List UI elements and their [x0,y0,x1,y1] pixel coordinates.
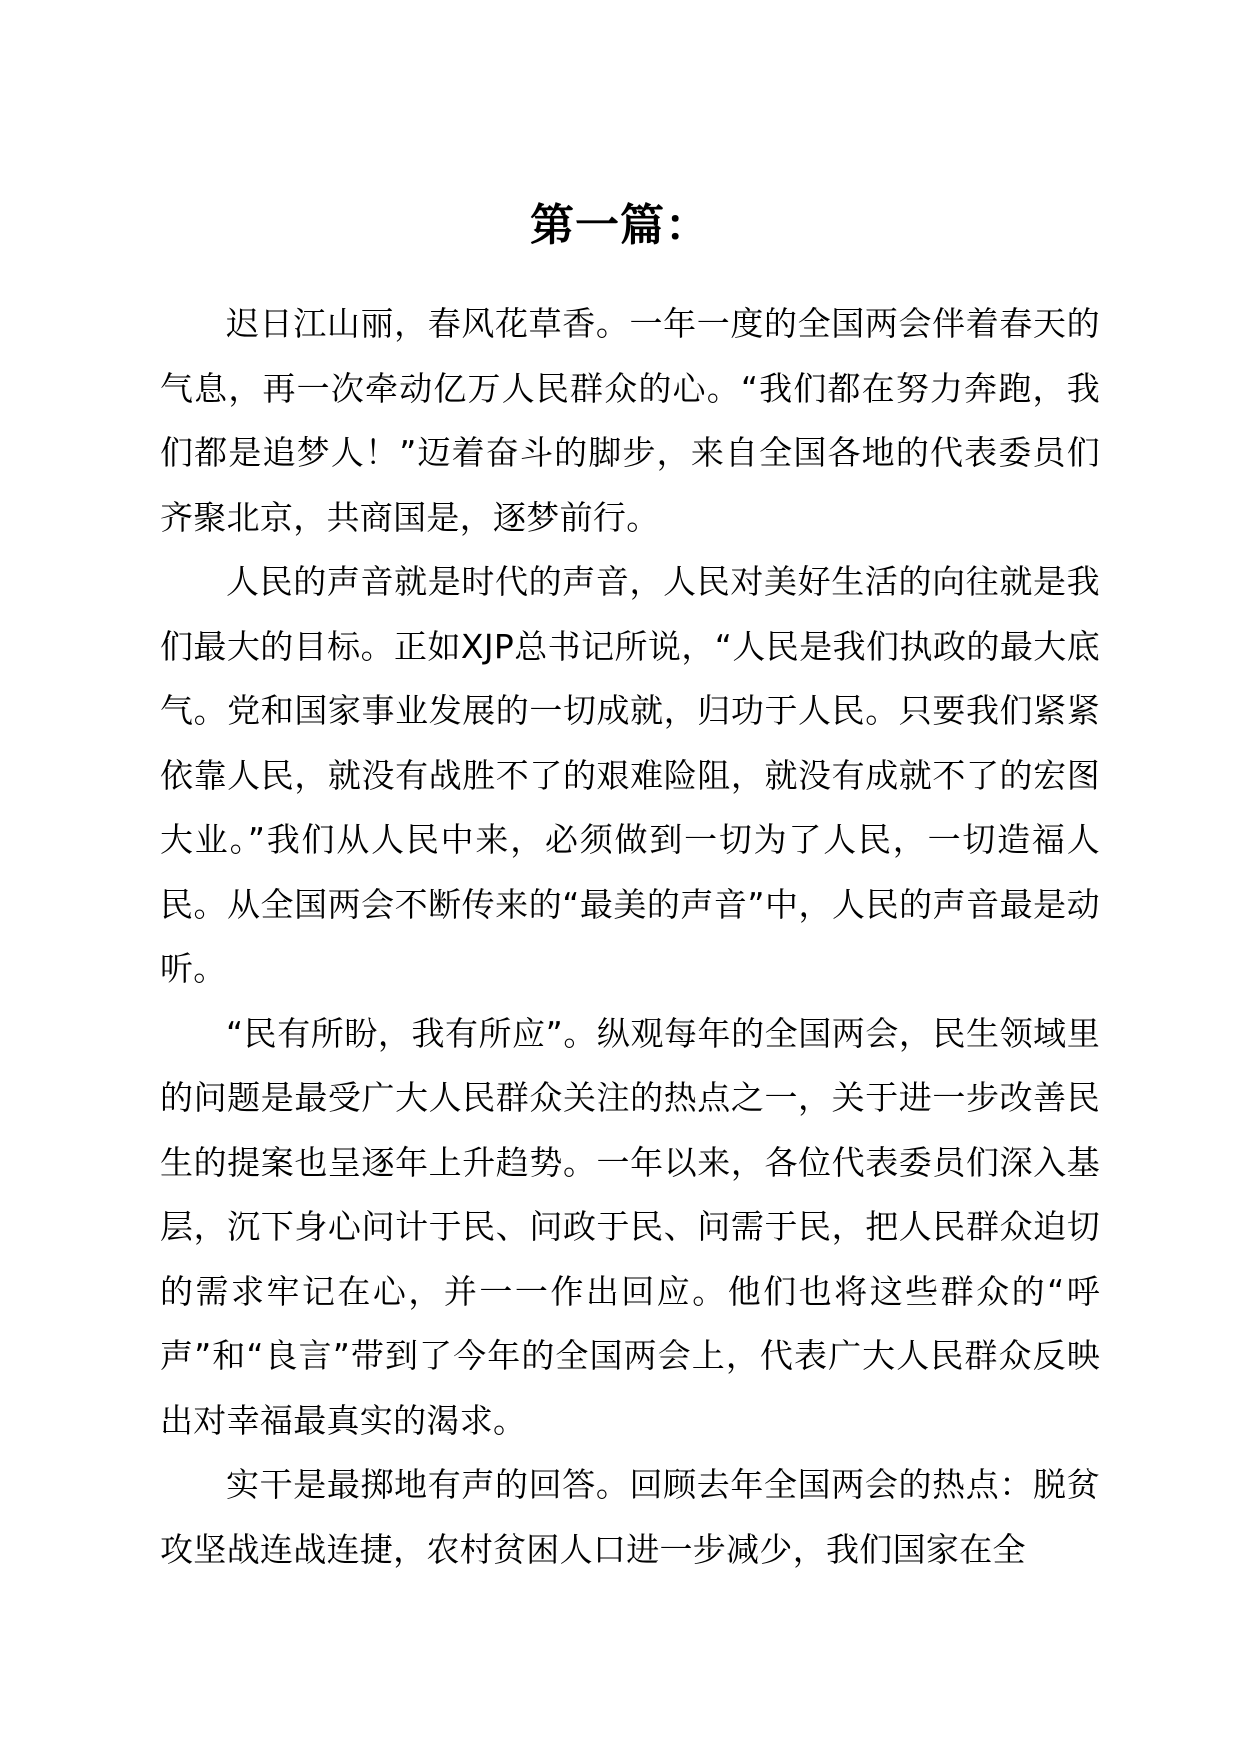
document-body [160,292,1100,1582]
document-title: 第一篇： [530,200,710,251]
paragraph-4: 实干是最掷地有声的回答。回顾去年全国两会的热点：脱贫攻坚战连战连捷，农村贫困人口进一步减少，我们国家在全 [160,1465,1100,1569]
paragraph-1: 迟日江山丽，春风花草香。一年一度的全国两会伴着春天的气息，再一次牵动亿万人民群众的心。“我们都在努力奔跑，我们都是追梦人！”迈着奋斗的脚步，来自全国各地的代表委员们齐聚北京，共商国是，逐梦前行。 [160,304,1100,537]
paragraph-3: “民有所盼，我有所应”。纵观每年的全国两会，民生领域里的问题是最受广大人民群众关注的热点之一，关于进一步改善民生的提案也呈逐年上升趋势。一年以来，各位代表委员们深入基层，沉下身心问计于民、问政于民、问需于民，把人民群众迫切的需求牢记在心，并一一作出回应。他们也将这些群众的“呼声”和“良言”带到了今年的全国两会上，代表广大人民群众反映出对幸福最真实的渴求。 [160,1013,1100,1440]
paragraph-2: 人民的声音就是时代的声音，人民对美好生活的向往就是我们最大的目标。正如XJP总书记所说，“人民是我们执政的最大底气。党和国家事业发展的一切成就，归功于人民。只要我们紧紧依靠人民，就没有战胜不了的艰难险阻，就没有成就不了的宏图大业。”我们从人民中来，必须做到一切为了人民，一切造福人民。从全国两会不断传来的“最美的声音”中，人民的声音最是动听。 [160,562,1100,988]
